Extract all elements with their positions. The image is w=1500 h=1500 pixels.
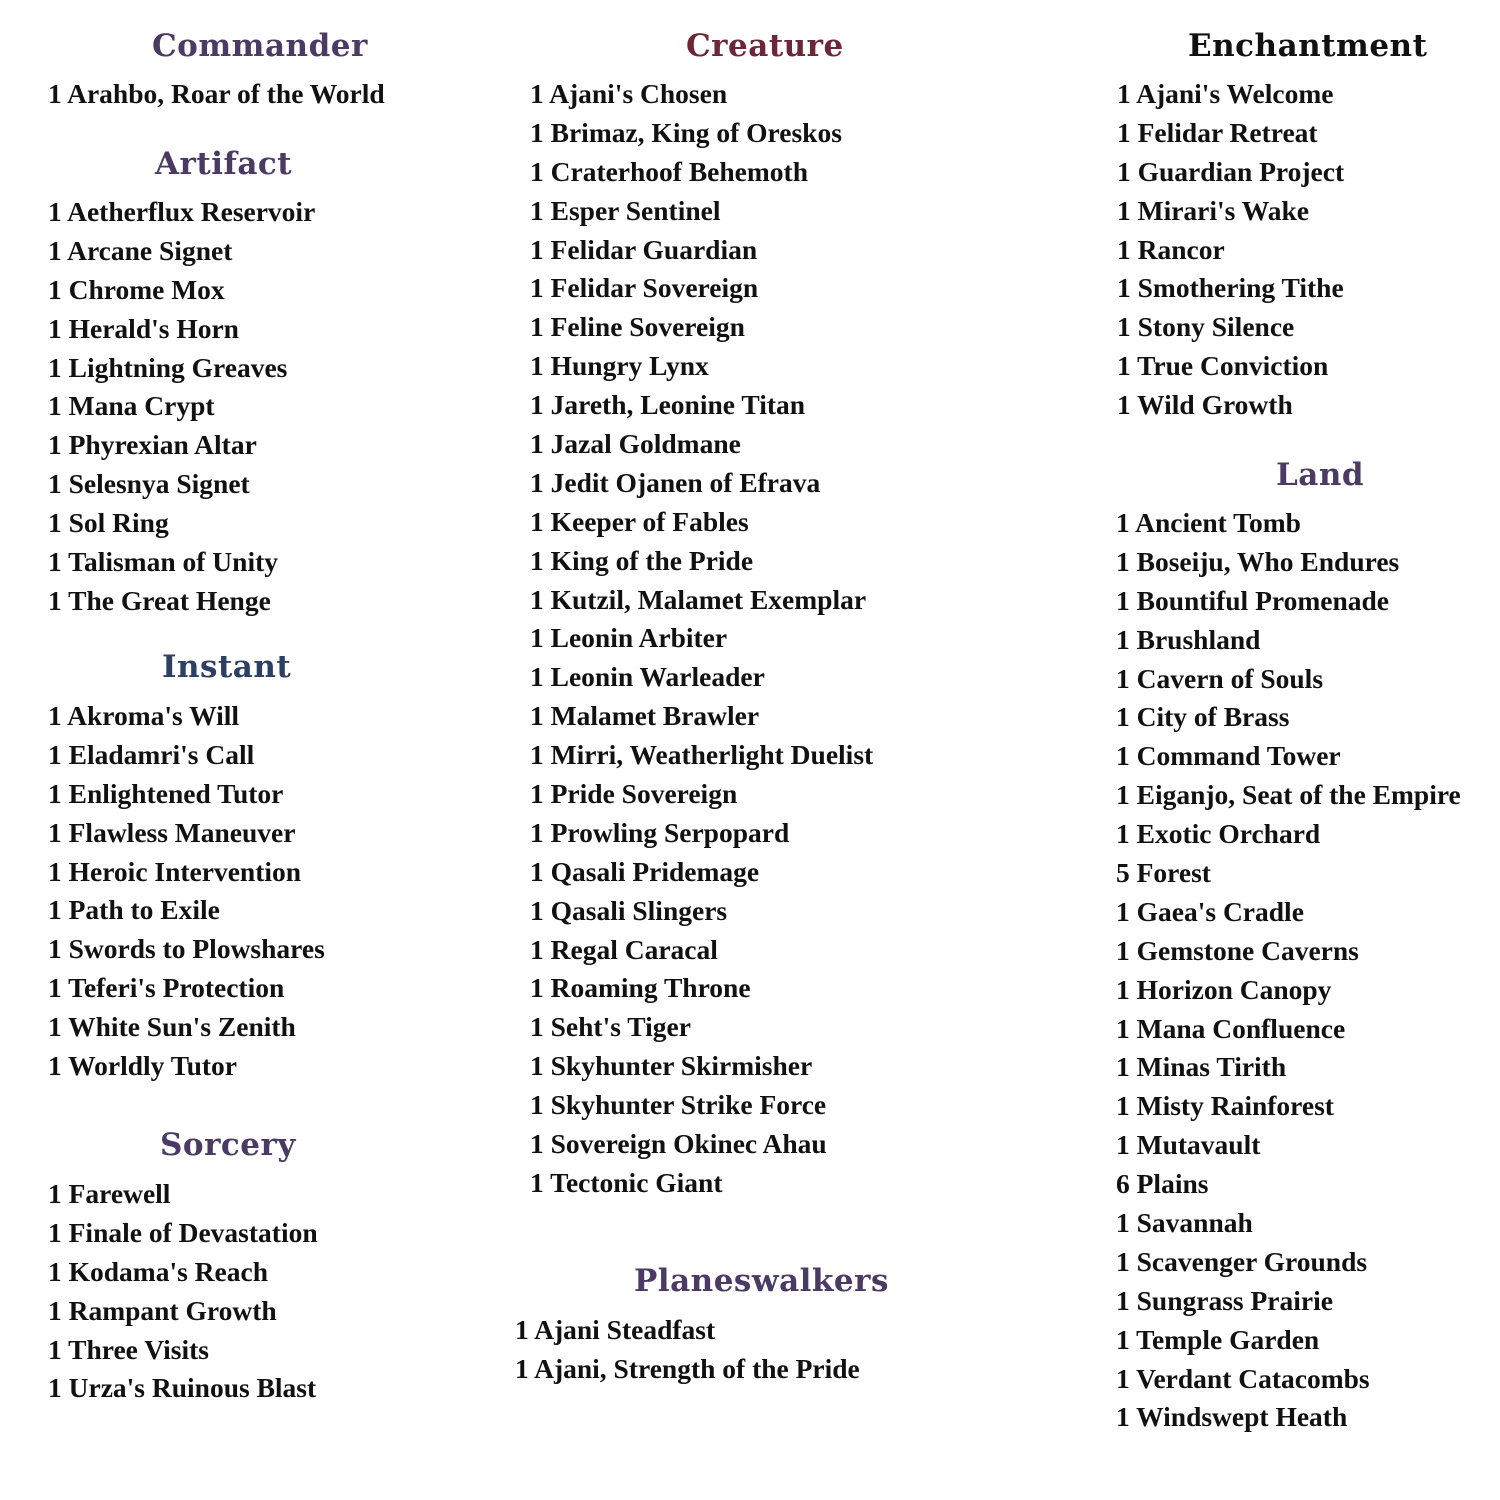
card-entry: 1 Skyhunter Skirmisher xyxy=(530,1050,813,1082)
card-entry: 1 Finale of Devastation xyxy=(48,1216,318,1248)
card-entry: 1 Malamet Brawler xyxy=(530,700,760,732)
card-entry: 1 Flawless Maneuver xyxy=(48,816,296,848)
card-entry: 1 Esper Sentinel xyxy=(530,194,721,226)
card-entry: 1 Sovereign Okinec Ahau xyxy=(530,1128,827,1160)
card-list-land xyxy=(1116,504,1461,1437)
card-entry: 1 Craterhoof Behemoth xyxy=(530,155,808,187)
card-list-planeswalkers xyxy=(515,1311,860,1389)
card-entry: 1 Rampant Growth xyxy=(48,1294,277,1326)
card-entry: 1 Swords to Plowshares xyxy=(48,933,325,965)
section-heading-artifact: Artifact xyxy=(155,146,293,182)
card-entry: 5 Forest xyxy=(1116,857,1211,889)
section-heading-sorcery: Sorcery xyxy=(160,1127,296,1163)
card-entry: 1 Selesnya Signet xyxy=(48,468,250,500)
card-entry: 1 Mana Confluence xyxy=(1116,1012,1346,1044)
section-heading-land: Land xyxy=(1276,457,1365,493)
card-entry: 1 Keeper of Fables xyxy=(530,505,749,537)
section-heading-creature: Creature xyxy=(686,28,844,64)
card-entry: 1 Gaea's Cradle xyxy=(1116,895,1304,927)
card-entry: 1 Brimaz, King of Oreskos xyxy=(530,116,842,148)
card-entry: 1 Wild Growth xyxy=(1117,389,1293,421)
card-entry: 1 Qasali Slingers xyxy=(530,894,728,926)
card-entry: 6 Plains xyxy=(1116,1168,1209,1200)
card-entry: 1 Mirri, Weatherlight Duelist xyxy=(530,739,874,771)
card-entry: 1 Path to Exile xyxy=(48,894,220,926)
section-heading-planeswalkers: Planeswalkers xyxy=(634,1263,889,1299)
card-entry: 1 Qasali Pridemage xyxy=(530,855,760,887)
card-entry: 1 Talisman of Unity xyxy=(48,546,278,578)
card-entry: 1 Stony Silence xyxy=(1117,311,1295,343)
card-entry: 1 Smothering Tithe xyxy=(1117,272,1344,304)
card-entry: 1 Bountiful Promenade xyxy=(1116,584,1389,616)
card-entry: 1 Jareth, Leonine Titan xyxy=(530,389,806,421)
card-entry: 1 Sol Ring xyxy=(48,507,169,539)
card-entry: 1 Guardian Project xyxy=(1117,155,1345,187)
card-list-sorcery xyxy=(48,1175,318,1408)
card-entry: 1 Phyrexian Altar xyxy=(48,429,257,461)
card-entry: 1 Felidar Retreat xyxy=(1117,116,1318,148)
card-entry: 1 Ajani's Welcome xyxy=(1117,78,1334,109)
card-entry: 1 Kutzil, Malamet Exemplar xyxy=(530,583,867,615)
card-entry: 1 Mana Crypt xyxy=(48,390,215,422)
card-entry: 1 Mirari's Wake xyxy=(1117,194,1309,226)
card-entry: 1 Prowling Serpopard xyxy=(530,816,790,848)
card-entry: 1 Temple Garden xyxy=(1116,1323,1320,1355)
card-entry: 1 Leonin Warleader xyxy=(530,661,765,693)
card-entry: 1 Aetherflux Reservoir xyxy=(48,196,316,227)
section-heading-commander: Commander xyxy=(152,28,368,64)
card-entry: 1 Lightning Greaves xyxy=(48,351,288,383)
card-entry: 1 Rancor xyxy=(1117,233,1225,265)
card-entry: 1 Gemstone Caverns xyxy=(1116,934,1359,966)
card-entry: 1 Roaming Throne xyxy=(530,972,751,1004)
card-entry: 1 Seht's Tiger xyxy=(530,1011,691,1043)
card-entry: 1 Farewell xyxy=(48,1178,171,1209)
card-entry: 1 Herald's Horn xyxy=(48,312,239,344)
card-entry: 1 Kodama's Reach xyxy=(48,1255,268,1287)
card-entry: 1 Minas Tirith xyxy=(1116,1051,1287,1083)
card-entry: 1 Akroma's Will xyxy=(48,700,240,731)
card-entry: 1 Heroic Intervention xyxy=(48,855,302,887)
card-entry: 1 Ajani's Chosen xyxy=(530,78,728,109)
card-entry: 1 Brushland xyxy=(1116,623,1261,655)
section-heading-enchantment: Enchantment xyxy=(1188,28,1428,64)
card-entry: 1 Skyhunter Strike Force xyxy=(530,1089,827,1121)
card-list-commander xyxy=(48,75,385,114)
card-entry: 1 Sungrass Prairie xyxy=(1116,1284,1333,1316)
card-entry: 1 Mutavault xyxy=(1116,1129,1261,1161)
card-entry: 1 Verdant Catacombs xyxy=(1116,1362,1370,1394)
card-entry: 1 Teferi's Protection xyxy=(48,972,285,1004)
card-entry: 1 Arcane Signet xyxy=(48,234,233,266)
card-entry: 1 Exotic Orchard xyxy=(1116,818,1321,850)
card-entry: 1 Jedit Ojanen of Efrava xyxy=(530,466,821,498)
card-entry: 1 Felidar Guardian xyxy=(530,233,758,265)
card-entry: 1 Savannah xyxy=(1116,1207,1253,1239)
card-entry: 1 Tectonic Giant xyxy=(530,1166,723,1198)
card-entry: 1 Pride Sovereign xyxy=(530,778,738,810)
card-entry: 1 Regal Caracal xyxy=(530,933,718,965)
card-entry: 1 Ancient Tomb xyxy=(1116,507,1301,538)
card-entry: 1 Cavern of Souls xyxy=(1116,662,1324,694)
card-entry: 1 Eiganjo, Seat of the Empire xyxy=(1116,779,1461,811)
card-entry: 1 Felidar Sovereign xyxy=(530,272,759,304)
card-entry: 1 Windswept Heath xyxy=(1116,1401,1348,1433)
card-entry: 1 Three Visits xyxy=(48,1333,209,1365)
card-entry: 1 Feline Sovereign xyxy=(530,311,745,343)
card-list-creature xyxy=(530,75,873,1203)
card-entry: 1 Command Tower xyxy=(1116,740,1341,772)
section-heading-instant: Instant xyxy=(162,649,292,685)
card-list-artifact xyxy=(48,193,315,621)
card-entry: 1 King of the Pride xyxy=(530,544,754,576)
card-entry: 1 The Great Henge xyxy=(48,584,271,616)
card-entry: 1 Ajani, Strength of the Pride xyxy=(515,1352,860,1384)
card-entry: 1 Worldly Tutor xyxy=(48,1050,237,1082)
card-entry: 1 True Conviction xyxy=(1117,350,1329,382)
card-entry: 1 Hungry Lynx xyxy=(530,350,709,382)
card-entry: 1 Boseiju, Who Endures xyxy=(1116,545,1400,577)
card-entry: 1 Chrome Mox xyxy=(48,273,225,305)
card-entry: 1 Eladamri's Call xyxy=(48,738,255,770)
card-entry: 1 Scavenger Grounds xyxy=(1116,1245,1368,1277)
card-entry: 1 Arahbo, Roar of the World xyxy=(48,78,385,109)
card-entry: 1 Ajani Steadfast xyxy=(515,1314,716,1345)
card-entry: 1 City of Brass xyxy=(1116,701,1290,733)
card-entry: 1 White Sun's Zenith xyxy=(48,1011,296,1043)
card-entry: 1 Misty Rainforest xyxy=(1116,1090,1334,1122)
card-entry: 1 Urza's Ruinous Blast xyxy=(48,1372,317,1404)
card-list-instant xyxy=(48,697,325,1086)
card-list-enchantment xyxy=(1117,75,1344,425)
card-entry: 1 Horizon Canopy xyxy=(1116,973,1332,1005)
card-entry: 1 Jazal Goldmane xyxy=(530,428,741,460)
card-entry: 1 Enlightened Tutor xyxy=(48,777,284,809)
card-entry: 1 Leonin Arbiter xyxy=(530,622,728,654)
